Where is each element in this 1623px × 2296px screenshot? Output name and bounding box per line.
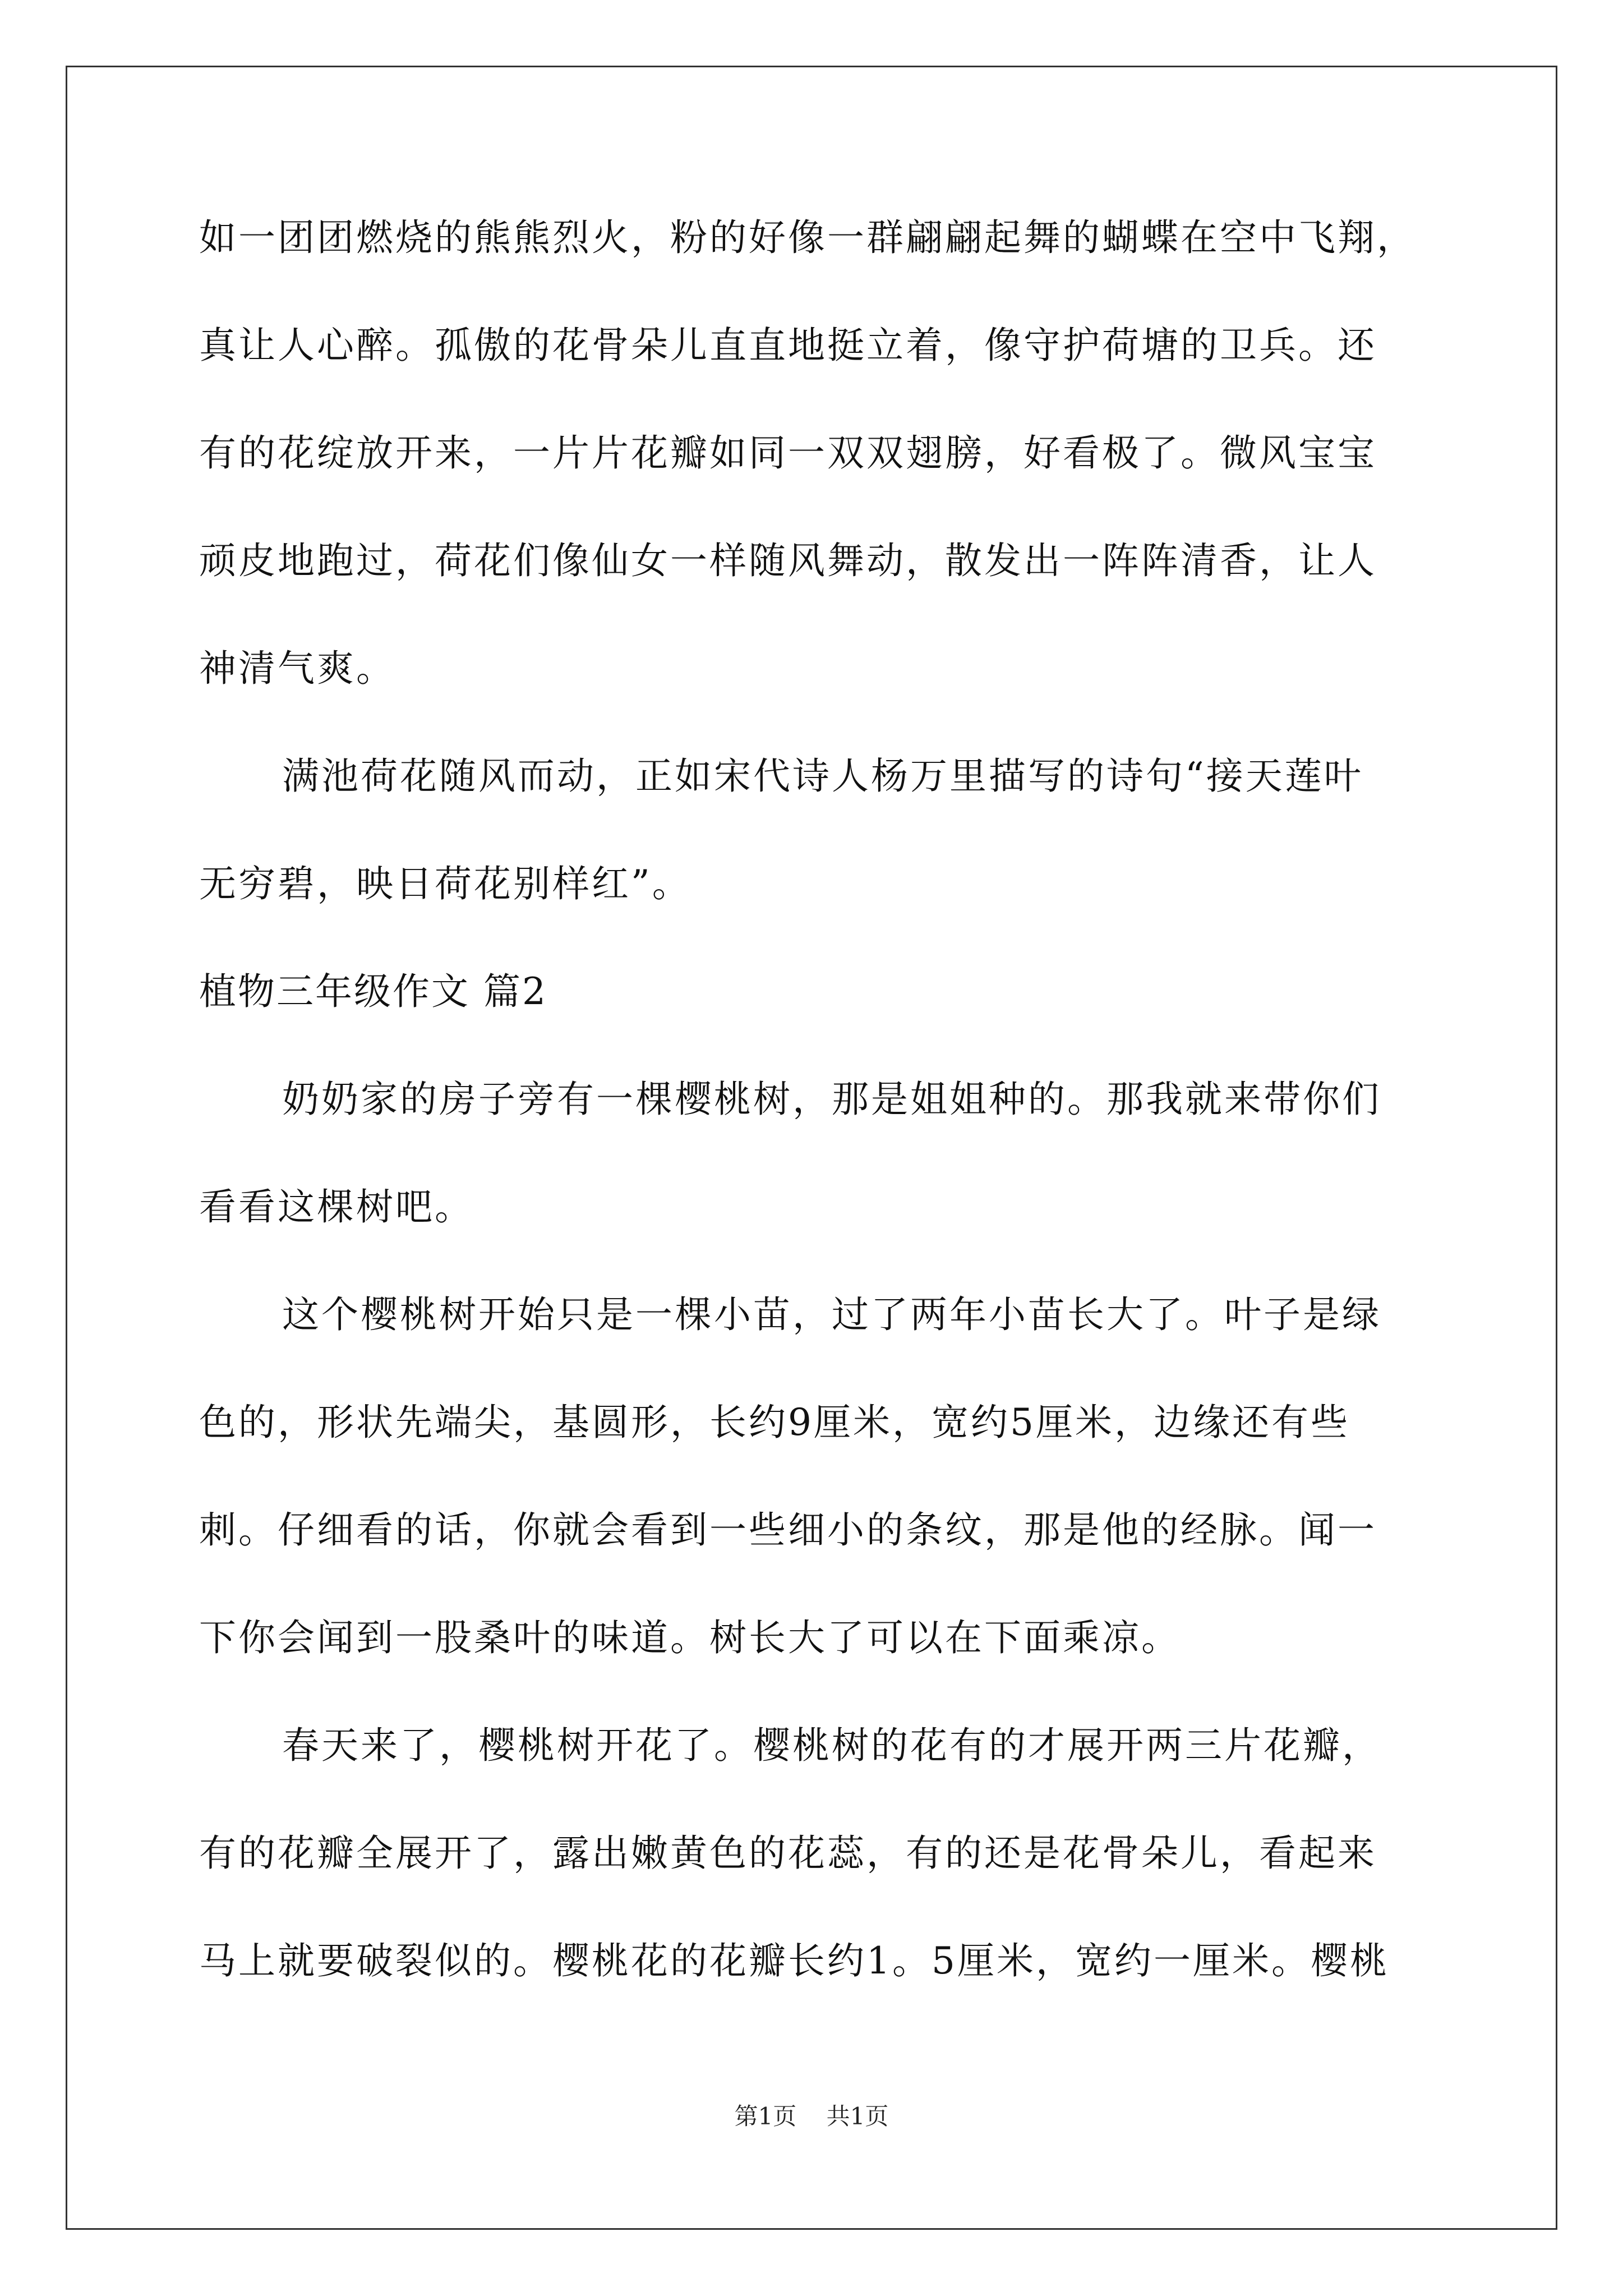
text-line: 马上就要破裂似的。樱桃花的花瓣长约1。5厘米，宽约一厘米。樱桃 xyxy=(199,1939,1389,1982)
paragraph-start-line: 满池荷花随风而动，正如宋代诗人杨万里描写的诗句“接天莲叶 xyxy=(282,754,1363,798)
paragraph-start-line: 奶奶家的房子旁有一棵樱桃树，那是姐姐种的。那我就来带你们 xyxy=(282,1078,1381,1121)
text-line: 有的花绽放开来，一片片花瓣如同一双双翅膀，好看极了。微风宝宝 xyxy=(199,431,1377,475)
page-total: 共1页 xyxy=(826,2102,889,2130)
text-line: 下你会闻到一股桑叶的味道。树长大了可以在下面乘凉。 xyxy=(199,1616,1181,1659)
paragraph-start-line: 这个樱桃树开始只是一棵小苗，过了两年小苗长大了。叶子是绿 xyxy=(282,1293,1381,1336)
text-line: 看看这棵树吧。 xyxy=(199,1185,474,1228)
page-number: 第1页 xyxy=(734,2102,797,2130)
page-footer xyxy=(0,2098,1623,2132)
paragraph-start-line: 春天来了，樱桃树开花了。樱桃树的花有的才展开两三片花瓣， xyxy=(282,1724,1381,1767)
section-heading: 植物三年级作文 篇2 xyxy=(199,970,547,1013)
text-line: 色的，形状先端尖，基圆形，长约9厘米，宽约5厘米，边缘还有些 xyxy=(199,1401,1350,1444)
text-line: 无穷碧，映日荷花别样红”。 xyxy=(199,862,691,905)
text-line: 如一团团燃烧的熊熊烈火，粉的好像一群翩翩起舞的蝴蝶在空中飞翔， xyxy=(199,216,1416,259)
text-line: 神清气爽。 xyxy=(199,647,395,690)
text-line: 刺。仔细看的话，你就会看到一些细小的条纹，那是他的经脉。闻一 xyxy=(199,1508,1377,1552)
document-body xyxy=(199,184,1433,2015)
text-line: 有的花瓣全展开了，露出嫩黄色的花蕊，有的还是花骨朵儿，看起来 xyxy=(199,1832,1377,1875)
text-line: 真让人心醉。孤傲的花骨朵儿直直地挺立着，像守护荷塘的卫兵。还 xyxy=(199,324,1377,367)
text-line: 顽皮地跑过，荷花们像仙女一样随风舞动，散发出一阵阵清香，让人 xyxy=(199,539,1377,582)
